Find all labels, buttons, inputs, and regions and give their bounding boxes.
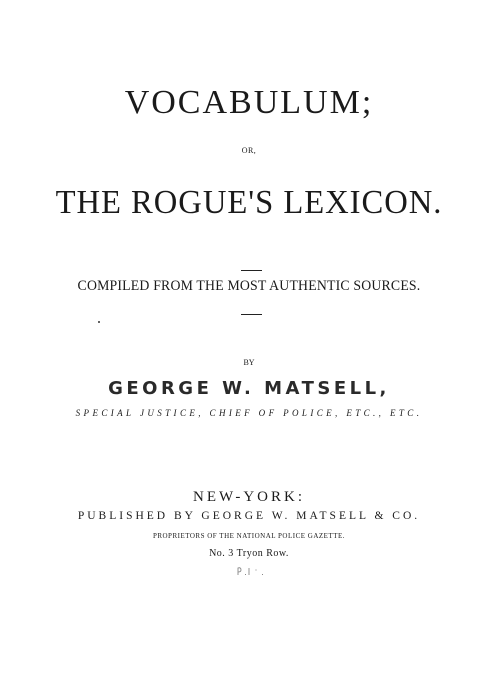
compiled-note: COMPILED FROM THE MOST AUTHENTIC SOURCES.	[77, 278, 421, 294]
library-stamp-mark	[236, 565, 266, 577]
lower-divider-rule	[241, 314, 262, 315]
ink-speck	[98, 321, 100, 323]
author-credentials: SPECIAL JUSTICE, CHIEF OF POLICE, ETC., ETC.	[75, 408, 423, 418]
publisher-address: No. 3 Tryon Row.	[209, 548, 289, 559]
by-label: BY	[243, 358, 255, 367]
author-name: GEORGE W. MATSELL,	[108, 378, 390, 399]
proprietors-line: PROPRIETORS OF THE NATIONAL POLICE GAZETTE.	[152, 532, 346, 540]
upper-divider-rule	[241, 270, 262, 271]
imprint-city: NEW-YORK:	[193, 489, 305, 505]
publisher-line: PUBLISHED BY GEORGE W. MATSELL & CO.	[77, 510, 421, 522]
or-connector: OR,	[241, 146, 257, 155]
book-subtitle: THE ROGUE'S LEXICON.	[55, 184, 443, 221]
book-title: VOCABULUM;	[124, 84, 374, 121]
